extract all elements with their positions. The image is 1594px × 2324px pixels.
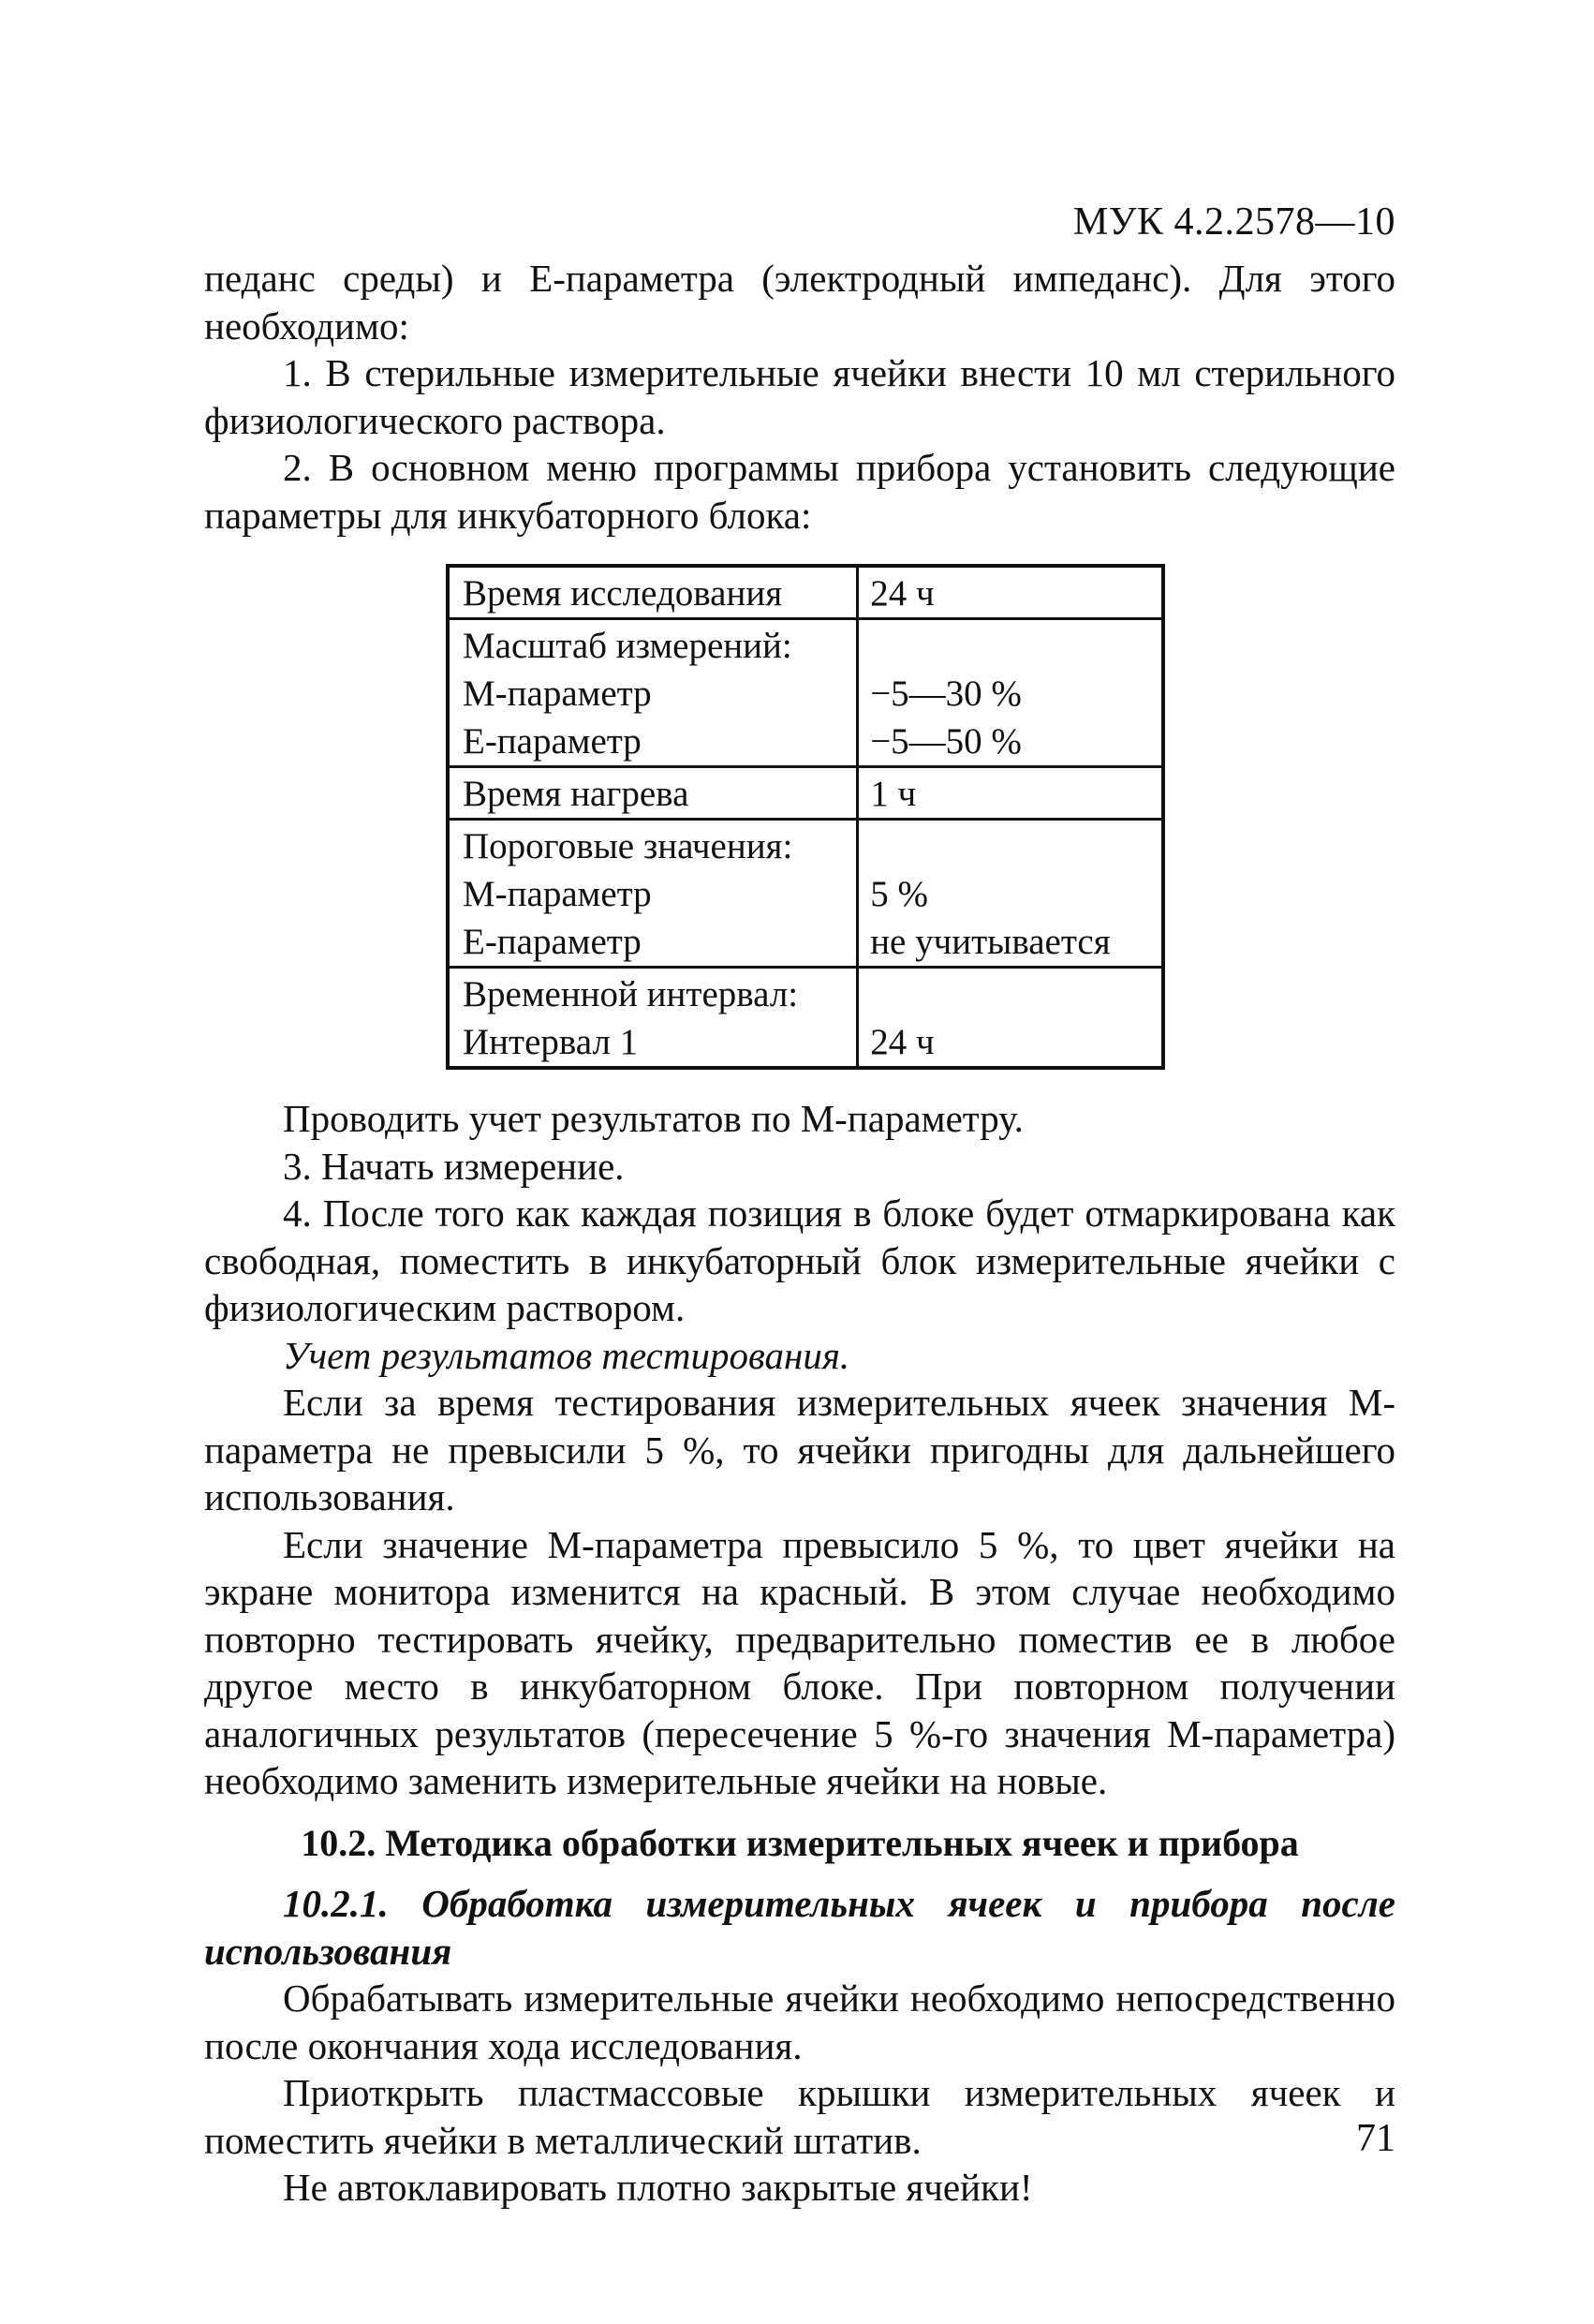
parameters-table-wrapper — [446, 564, 1165, 1070]
cell-line: −5—50 % — [870, 721, 1022, 762]
paragraph-step-3: 3. Начать измерение. — [283, 1144, 625, 1188]
cell-line: Масштаб измерений: — [463, 626, 792, 666]
cell-line: Пороговые значения: — [463, 826, 793, 866]
cell-line: Время исследования — [463, 573, 783, 614]
table-row — [448, 767, 1163, 820]
cell-line: М-параметр — [463, 874, 652, 914]
cell-line: 1 ч — [870, 774, 917, 814]
cell-line — [870, 622, 1148, 670]
table-cell-label — [448, 566, 858, 619]
table-row — [448, 619, 1163, 767]
table-cell-value — [858, 820, 1163, 968]
cell-line — [870, 970, 1148, 1018]
paragraph-processing-timing: Обрабатывать измерительные ячейки необходимо непосредственно после окончания хода исследования. — [204, 1976, 1395, 2067]
table-cell-value — [858, 968, 1163, 1069]
page-number: 71 — [1356, 2117, 1395, 2160]
cell-line: Е-параметр — [463, 922, 642, 962]
cell-line: Интервал 1 — [463, 1022, 639, 1062]
cell-line: 5 % — [870, 874, 928, 914]
table-row — [448, 820, 1163, 968]
table-cell-label — [448, 619, 858, 767]
table-cell-label — [448, 968, 858, 1069]
paragraph-step-2: 2. В основном меню программы прибора установить следующие параметры для инкубаторного блока: — [204, 446, 1395, 537]
incubator-parameters-table — [446, 564, 1165, 1070]
table-cell-value — [858, 767, 1163, 820]
cell-line: −5—30 % — [870, 674, 1022, 714]
section-title: 10.2. Методика обработки измерительных ячеек и прибора — [301, 1821, 1299, 1864]
paragraph-results-exceeded: Если значение М-параметра превысило 5 %, то цвет ячейки на экране монитора изменится на красный. В этом случае необходимо повторно тестировать ячейку, предварительно поместив ее в любое другое место в инкубаторном блоке. При повторном получении аналогичных результатов (пересечение 5 %-го значения М-параметра) необходимо заменить измерительные ячейки на новые. — [204, 1522, 1395, 1802]
paragraph-intro: педанс среды) и Е-параметра (электродный импеданс). Для этого необходимо: — [204, 257, 1395, 348]
cell-line: 24 ч — [870, 573, 935, 614]
cell-line: 24 ч — [870, 1022, 935, 1062]
paragraph-autoclave-warning: Не автоклавировать плотно закрытые ячейки! — [283, 2166, 1033, 2209]
cell-line: Время нагрева — [463, 774, 689, 814]
page-body — [204, 255, 1395, 2212]
cell-line: Е-параметр — [463, 721, 642, 762]
table-cell-label — [448, 820, 858, 968]
paragraph-results-ok: Если за время тестирования измерительных ячеек значения М-параметра не превысили 5 %, то ячейки пригодны для дальнейшего использования. — [204, 1381, 1395, 1518]
cell-line: М-параметр — [463, 674, 652, 714]
paragraph-m-parameter-note: Проводить учет результатов по М-параметру. — [283, 1097, 1024, 1140]
table-row — [448, 968, 1163, 1069]
table-cell-label — [448, 767, 858, 820]
table-cell-value — [858, 566, 1163, 619]
subsection-title: 10.2.1. Обработка измерительных ячеек и прибора после использования — [204, 1882, 1395, 1973]
paragraph-open-lids: Приоткрыть пластмассовые крышки измерительных ячеек и поместить ячейки в металлический штатив. — [204, 2071, 1395, 2162]
cell-line — [870, 822, 1148, 870]
paragraph-results-heading: Учет результатов тестирования. — [283, 1333, 850, 1377]
document-code-header: МУК 4.2.2578—10 — [1072, 200, 1395, 244]
table-row — [448, 566, 1163, 619]
paragraph-step-1: 1. В стерильные измерительные ячейки внести 10 мл стерильного физиологического раствора. — [204, 351, 1395, 442]
table-cell-value — [858, 619, 1163, 767]
cell-line: Временной интервал: — [463, 974, 799, 1014]
cell-line: не учитывается — [870, 922, 1111, 962]
paragraph-step-4: 4. После того как каждая позиция в блоке будет отмаркирована как свободная, поместить в инкубаторный блок измерительные ячейки с физиологическим раствором. — [204, 1192, 1395, 1329]
